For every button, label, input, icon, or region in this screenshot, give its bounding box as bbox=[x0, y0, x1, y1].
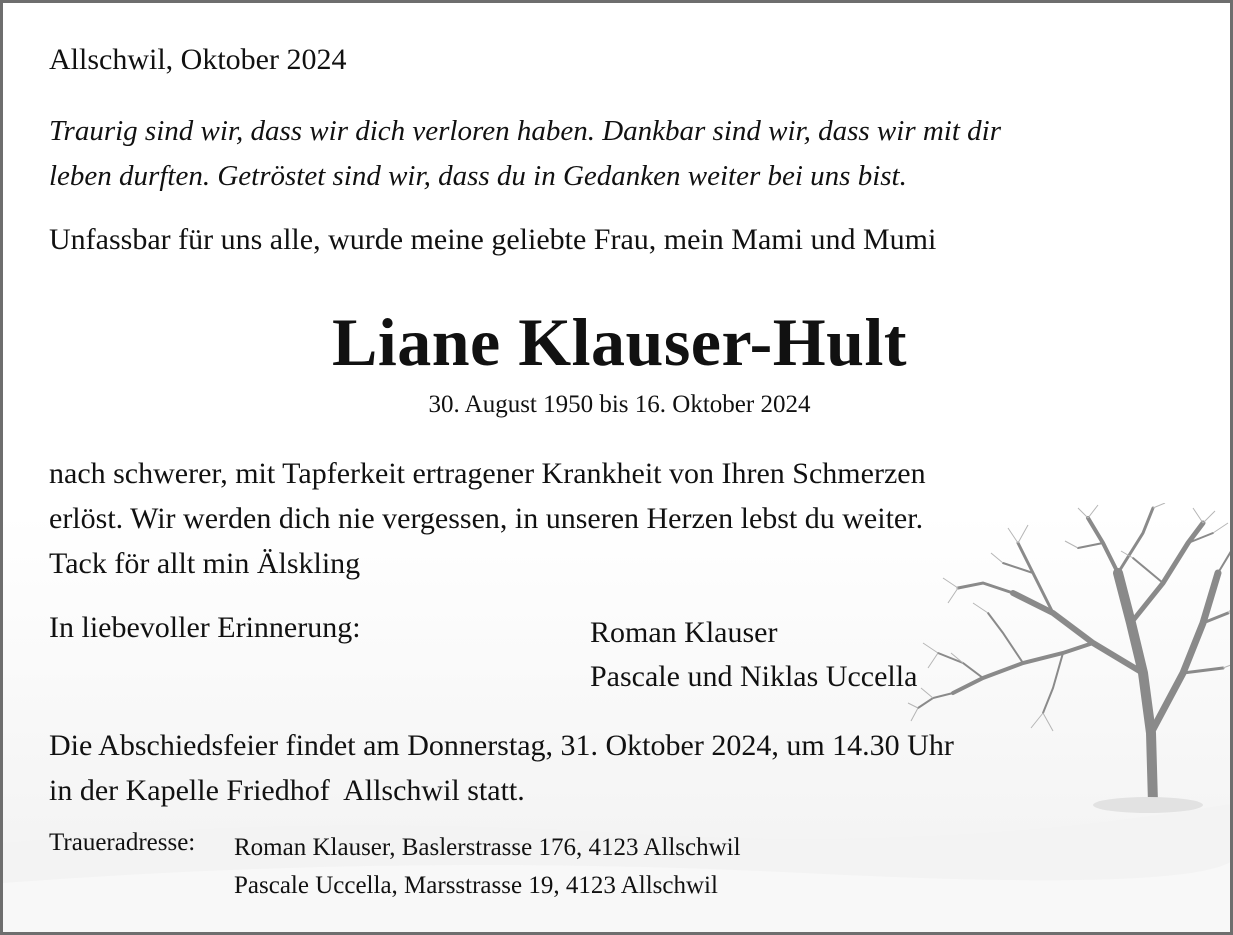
mourner-name: Roman Klauser bbox=[590, 616, 778, 649]
address-line: Pascale Uccella, Marsstrasse 19, 4123 Allschwil bbox=[234, 872, 718, 899]
memory-label: In liebevoller Erinnerung: bbox=[49, 611, 361, 644]
mourning-addresses bbox=[234, 829, 741, 905]
quote-line: leben durften. Getröstet sind wir, dass du in Gedanken weiter bei uns bist. bbox=[49, 160, 907, 192]
ceremony-line: Die Abschiedsfeier findet am Donnerstag, 31. Oktober 2024, um 14.30 Uhr bbox=[49, 729, 954, 762]
address-line: Roman Klauser, Baslerstrasse 176, 4123 Allschwil bbox=[234, 834, 741, 861]
intro-text: Unfassbar für uns alle, wurde meine geliebte Frau, mein Mami und Mumi bbox=[49, 223, 937, 256]
paragraph-line: erlöst. Wir werden dich nie vergessen, in unseren Herzen lebst du weiter. bbox=[49, 502, 924, 535]
ceremony-info bbox=[49, 723, 954, 813]
paragraph-line: nach schwerer, mit Tapferkeit ertragener Krankheit von Ihren Schmerzen bbox=[49, 457, 926, 490]
mourner-name: Pascale und Niklas Uccella bbox=[590, 660, 918, 693]
place-date: Allschwil, Oktober 2024 bbox=[49, 43, 347, 76]
ceremony-line: in der Kapelle Friedhof Allschwil statt. bbox=[49, 774, 525, 807]
mourners-list bbox=[590, 611, 917, 699]
lifespan-dates: 30. August 1950 bis 16. Oktober 2024 bbox=[428, 391, 811, 418]
main-paragraph bbox=[49, 451, 926, 586]
paragraph-line: Tack för allt min Älskling bbox=[49, 547, 361, 580]
deceased-name: Liane Klauser-Hult bbox=[331, 304, 908, 380]
memorial-quote bbox=[49, 109, 1001, 199]
quote-line: Traurig sind wir, dass wir dich verloren haben. Dankbar sind wir, dass wir mit dir bbox=[49, 115, 1002, 147]
address-label: Traueradresse: bbox=[49, 829, 196, 856]
